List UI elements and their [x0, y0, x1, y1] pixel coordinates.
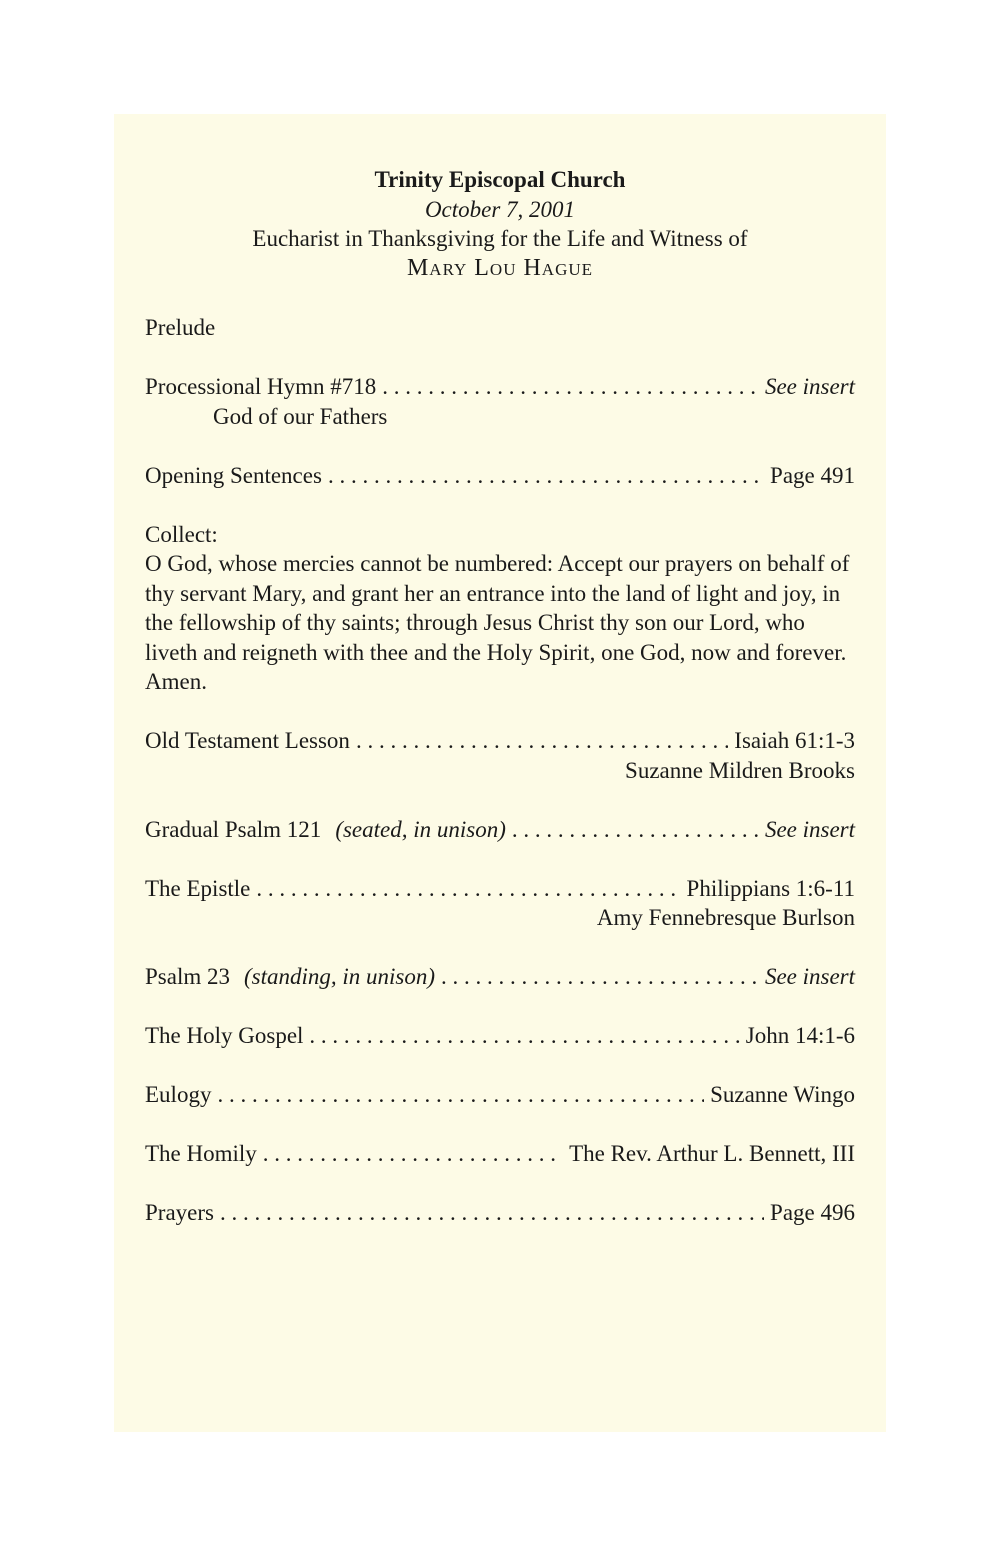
dot-leader: [356, 726, 728, 756]
epistle-item: [145, 874, 855, 933]
dot-leader: [220, 1198, 764, 1228]
psalm23-note: (standing, in unison): [243, 964, 436, 989]
church-name: Trinity Episcopal Church: [374, 167, 626, 192]
psalm23-value: See insert: [764, 964, 855, 989]
prelude-item: [145, 313, 855, 343]
gospel-label: The Holy Gospel: [145, 1023, 304, 1048]
opening-label: Opening Sentences: [145, 462, 322, 488]
psalm23-item: [145, 962, 855, 992]
opening-value: Page 491: [770, 462, 855, 488]
gradual-value: See insert: [764, 816, 855, 842]
collect-item: [145, 520, 855, 697]
epistle-reader: Amy Fennebresque Burlson: [596, 905, 855, 930]
order-of-service: [145, 165, 855, 1257]
homily-item: [145, 1139, 855, 1169]
dot-leader: [263, 1139, 563, 1169]
collect-label: Collect:: [145, 521, 218, 547]
prayers-item: [145, 1198, 855, 1228]
eulogy-value: Suzanne Wingo: [710, 1082, 855, 1107]
epistle-value: Philippians 1:6-11: [686, 875, 855, 901]
honoree-name: Mary Lou Hague: [406, 254, 594, 281]
dot-leader: [217, 1080, 704, 1110]
eulogy-label: Eulogy: [145, 1082, 212, 1107]
opening-item: [145, 461, 855, 491]
dot-leader: [441, 962, 759, 992]
old-testament-label: Old Testament Lesson: [145, 728, 350, 753]
processional-item: [145, 372, 855, 431]
homily-label: The Homily: [145, 1141, 257, 1166]
prayers-value: Page 496: [770, 1200, 855, 1225]
dot-leader: [382, 372, 759, 402]
dot-leader: [328, 461, 764, 491]
bulletin-header: [145, 165, 855, 283]
old-testament-reader: Suzanne Mildren Brooks: [625, 757, 855, 783]
prelude-label: Prelude: [145, 315, 216, 340]
processional-hymn-title: God of our Fathers: [213, 403, 388, 429]
epistle-label: The Epistle: [145, 875, 251, 901]
gospel-value: John 14:1-6: [745, 1023, 855, 1048]
gradual-label: Gradual Psalm 121: [145, 816, 322, 842]
processional-value: See insert: [764, 374, 855, 399]
eulogy-item: [145, 1080, 855, 1110]
old-testament-item: [145, 726, 855, 785]
dot-leader: [256, 874, 680, 904]
prayers-label: Prayers: [145, 1200, 214, 1225]
collect-text: O God, whose mercies cannot be numbered: Accept our prayers on behalf of thy servant Mary, and grant her an entrance into the land of light and joy, in the fellowship of thy saints; through Jesus Christ thy son our Lord, who liveth and reigneth with thee and the Holy Spirit, one God, now and forever. Amen.: [145, 551, 850, 694]
processional-label: Processional Hymn #718: [145, 374, 377, 399]
old-testament-value: Isaiah 61:1-3: [734, 728, 855, 753]
dot-leader: [309, 1021, 739, 1051]
gradual-item: [145, 815, 855, 845]
gospel-item: [145, 1021, 855, 1051]
psalm23-label: Psalm 23: [145, 964, 230, 989]
gradual-note: (seated, in unison): [335, 816, 506, 842]
service-subtitle: Eucharist in Thanksgiving for the Life and Witness of: [252, 226, 748, 251]
service-date: October 7, 2001: [424, 196, 576, 222]
homily-value: The Rev. Arthur L. Bennett, III: [569, 1141, 855, 1166]
dot-leader: [512, 815, 759, 845]
